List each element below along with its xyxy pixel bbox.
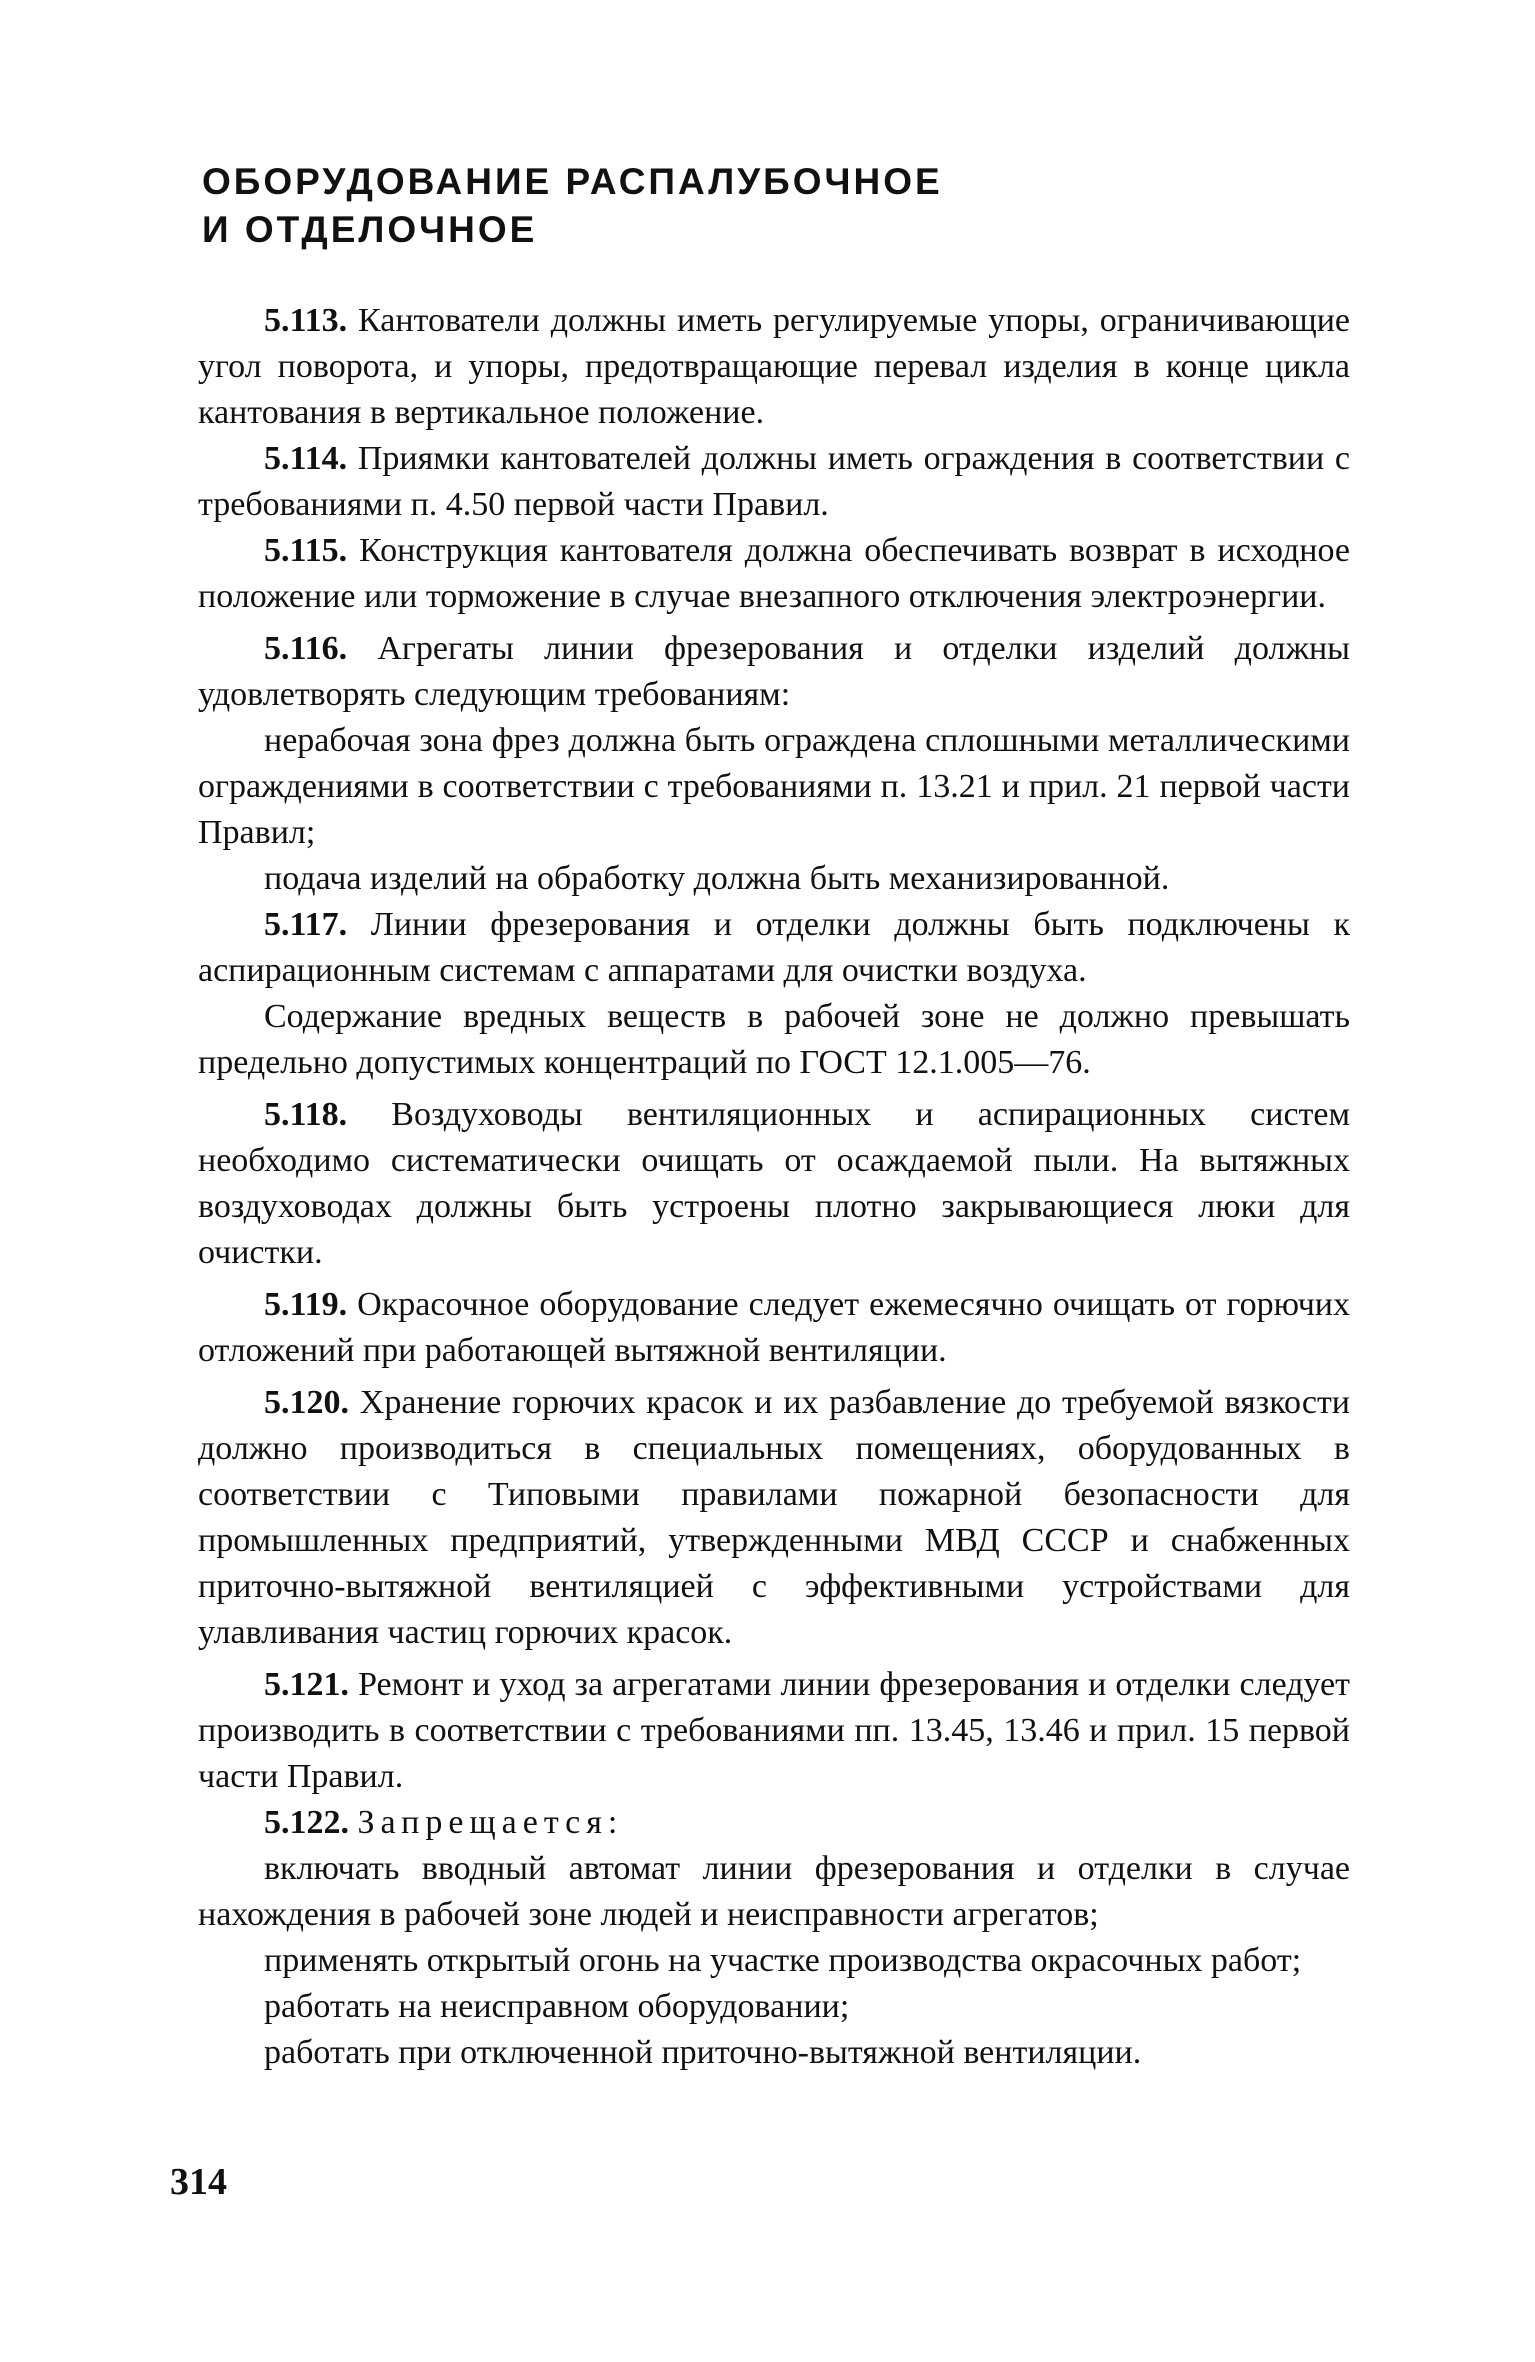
paragraph-text: Кантователи должны иметь регулируемые упоры, ограничивающие угол поворота, и упоры, предотвращающие перевал изделия в конце цикла кантования в вертикальное положение.: [198, 302, 1350, 431]
paragraph-text: Конструкция кантователя должна обеспечивать возврат в исходное положение или торможение в случае внезапного отключения электроэнергии.: [198, 532, 1350, 615]
paragraph-5-116: [198, 626, 1350, 718]
paragraph-number: 5.118.: [264, 1096, 348, 1133]
paragraph-5-122: [198, 1800, 1350, 1846]
paragraph-5-119: [198, 1282, 1350, 1374]
paragraph-number: 5.121.: [264, 1666, 349, 1703]
paragraph-text: Агрегаты линии фрезерования и отделки изделий должны удовлетворять следующим требованиям:: [198, 630, 1350, 713]
paragraph-number: 5.119.: [264, 1286, 348, 1323]
paragraph-text: Окрасочное оборудование следует ежемесячно очищать от горючих отложений при работающей вытяжной вентиляции.: [198, 1286, 1350, 1369]
paragraph-text: Ремонт и уход за агрегатами линии фрезерования и отделки следует производить в соответствии с требованиями пп. 13.45, 13.46 и прил. 15 первой части Правил.: [198, 1666, 1351, 1795]
heading-line-1: ОБОРУДОВАНИЕ РАСПАЛУБОЧНОЕ: [202, 161, 943, 202]
paragraph-5-121: [198, 1662, 1350, 1800]
paragraph-5-117: [198, 902, 1350, 994]
paragraph-number: 5.117.: [264, 906, 348, 943]
body-text: [198, 298, 1350, 2076]
paragraph-number: 5.116.: [264, 630, 348, 667]
list-item: подача изделий на обработку должна быть механизированной.: [264, 860, 1170, 897]
paragraph-text: Приямки кантователей должны иметь ограждения в соответствии с требованиями п. 4.50 первой части Правил.: [198, 440, 1350, 523]
paragraph-5-115: [198, 528, 1350, 620]
paragraph-number: 5.122.: [264, 1804, 349, 1841]
section-heading: [202, 158, 943, 254]
paragraph-number: 5.113.: [264, 302, 348, 339]
paragraph-number: 5.115.: [264, 532, 348, 569]
list-item: включать вводный автомат линии фрезерования и отделки в случае нахождения в рабочей зоне людей и неисправности агрегатов;: [198, 1850, 1350, 1933]
list-item: применять открытый огонь на участке производства окрасочных работ;: [264, 1942, 1302, 1979]
paragraph-text: Линии фрезерования и отделки должны быть подключены к аспирационным системам с аппаратами для очистки воздуха.: [198, 906, 1351, 989]
list-item: нерабочая зона фрез должна быть ограждена сплошными металлическими ограждениями в соответствии с требованиями п. 13.21 и прил. 21 первой части Правил;: [198, 722, 1350, 851]
paragraph-text: Хранение горючих красок и их разбавление до требуемой вязкости должно производиться в специальных помещениях, оборудованных в соответствии с Типовыми правилами пожарной безопасности для промышленных предприятий, утвержденными МВД СССР и снабженных приточно-вытяжной вентиляцией с эффективными устройствами для улавливания частиц горючих красок.: [198, 1384, 1351, 1651]
paragraph-text: Воздуховоды вентиляционных и аспирационных систем необходимо систематически очищать от осаждаемой пыли. На вытяжных воздуховодах должны быть устроены плотно закрывающиеся люки для очистки.: [198, 1096, 1351, 1271]
page-number: 314: [170, 2161, 227, 2203]
paragraph-number: 5.114.: [264, 440, 348, 477]
paragraph-5-113: [198, 298, 1350, 436]
paragraph-5-117-extra: Содержание вредных веществ в рабочей зоне не должно превышать предельно допустимых концентраций по ГОСТ 12.1.005—76.: [198, 998, 1350, 1081]
paragraph-5-114: [198, 436, 1350, 528]
paragraph-number: 5.120.: [264, 1384, 349, 1421]
paragraph-5-120: [198, 1380, 1350, 1656]
heading-line-2: И ОТДЕЛОЧНОЕ: [202, 209, 538, 250]
paragraph-text: Запрещается:: [357, 1804, 624, 1841]
list-item: работать при отключенной приточно-вытяжной вентиляции.: [264, 2034, 1142, 2071]
paragraph-5-118: [198, 1092, 1350, 1276]
list-item: работать на неисправном оборудовании;: [264, 1988, 850, 2025]
